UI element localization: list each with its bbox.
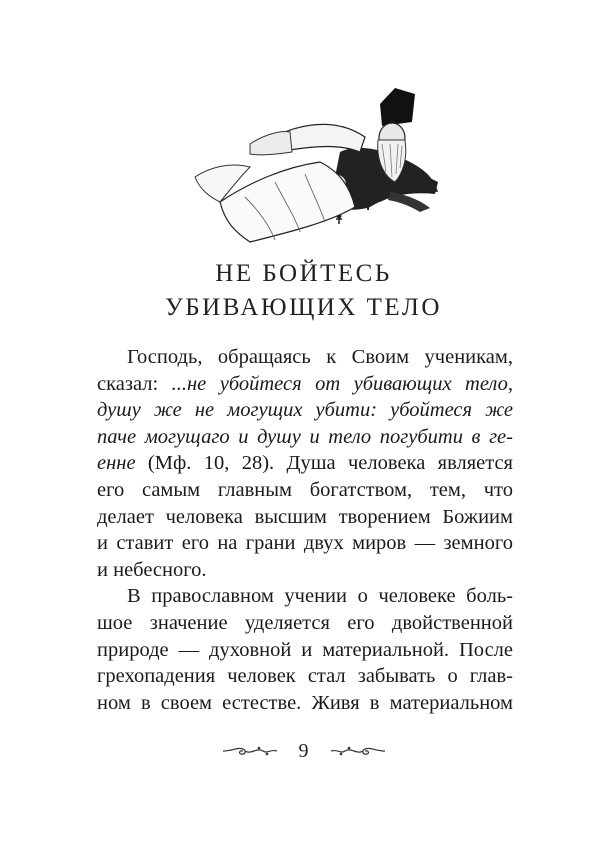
chapter-title-line-1: НЕ БОЙТЕСЬ <box>215 260 392 287</box>
praying-monk-illustration <box>190 82 440 247</box>
text-line: и небесного. <box>97 558 207 581</box>
text-line: шое значение уделяется его двойственной <box>97 611 513 634</box>
text-line: и ставит его на грани двух миров — земного <box>97 532 513 555</box>
text-line: грехопадения человек стал забывать о глав- <box>97 665 513 688</box>
text-line: природе — духовной и материальной. После <box>97 638 513 661</box>
scripture-quote: паче могущаго и душу и тело погубити в ге- <box>97 425 513 448</box>
text-line: делает человека высшим творением Божиим <box>97 505 513 528</box>
flourish-left-icon <box>221 743 279 759</box>
text-span: (Мф. 10, 28). Душа человека является <box>135 452 513 475</box>
text-line: его самым главным богатством, тем, что <box>97 478 513 501</box>
flourish-right-icon <box>329 743 387 759</box>
text-line <box>97 371 513 398</box>
scripture-quote: ...не убойтеся от убивающих тело, <box>171 372 513 395</box>
text-span: сказал: <box>97 372 172 395</box>
text-line: Господь, обращаясь к Своим ученикам, <box>127 346 513 368</box>
page-footer <box>0 736 607 766</box>
text-line: ном в своем естестве. Живя в материальном <box>97 691 513 714</box>
chapter-title <box>0 257 607 325</box>
scripture-quote: енне <box>97 452 136 475</box>
scripture-quote: душу же не могущих убити: убойтеся же <box>97 399 513 422</box>
text-line <box>97 450 513 477</box>
body-text <box>97 344 513 716</box>
chapter-title-line-2: УБИВАЮЩИХ ТЕЛО <box>165 294 442 321</box>
text-line: В православном учении о человеке боль- <box>127 585 513 608</box>
page-number: 9 <box>298 739 309 762</box>
